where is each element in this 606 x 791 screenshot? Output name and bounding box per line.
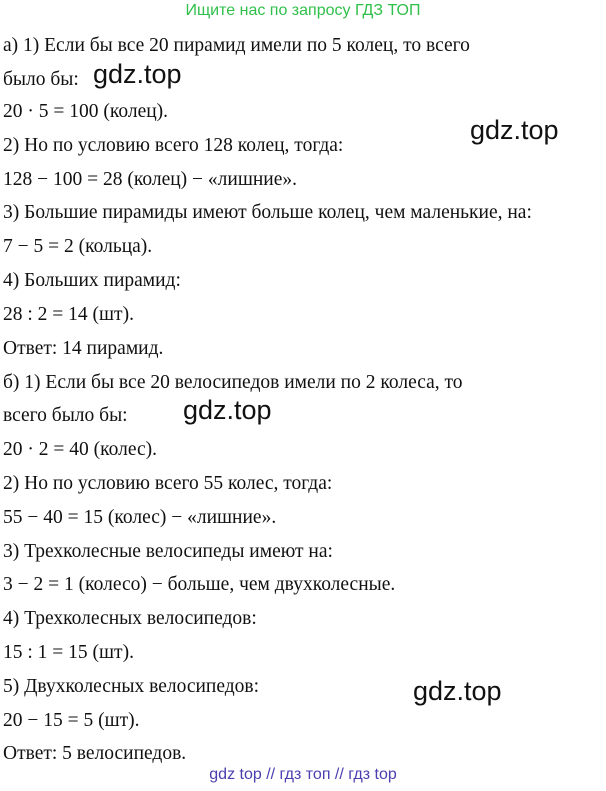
part-b-line-2: всего было бы: [3,405,128,426]
part-a-line-9: 28 : 2 = 14 (шт). [3,304,134,325]
part-b-line-10: 5) Двухколесных велосипедов: [3,676,260,697]
part-b-line-6: 3) Трехколесные велосипеды имеют на: [3,541,333,562]
watermark-gdz-top: gdz.top [470,115,559,145]
part-a-line-3: 20 · 5 = 100 (колец). [3,101,169,122]
part-b-line-8: 4) Трехколесных велосипедов: [3,608,257,629]
watermark-gdz-top: gdz.top [93,59,182,89]
watermark-gdz-top: gdz.top [183,395,272,425]
part-b-answer: Ответ: 5 велосипедов. [3,743,187,764]
part-b-line-5: 55 − 40 = 15 (колес) − «лишние». [3,507,277,528]
watermark-gdz-top: gdz.top [413,676,502,706]
part-b-line-1: б) 1) Если бы все 20 велосипедов имели по 2 колеса, то [3,372,463,393]
part-a-line-6: 3) Большие пирамиды имеют больше колец, чем маленькие, на: [3,202,532,223]
part-a-line-8: 4) Больших пирамид: [3,270,181,291]
part-a-line-5: 128 − 100 = 28 (колец) − «лишние». [3,169,297,190]
part-a-answer: Ответ: 14 пирамид. [3,338,164,359]
search-hint-banner: Ищите нас по запросу ГДЗ ТОП [185,2,421,19]
part-a-line-2: было бы: [3,69,79,90]
footer-links[interactable]: gdz top // гдз топ // гдз top [209,766,397,783]
part-b-line-4: 2) Но по условию всего 55 колес, тогда: [3,473,333,494]
part-a-line-1: а) 1) Если бы все 20 пирамид имели по 5 колец, то всего [3,35,470,56]
part-a-line-7: 7 − 5 = 2 (кольца). [3,236,153,257]
part-b-line-3: 20 · 2 = 40 (колес). [3,439,157,460]
part-b-line-9: 15 : 1 = 15 (шт). [3,642,134,663]
part-a-line-4: 2) Но по условию всего 128 колец, тогда: [3,135,344,156]
part-b-line-11: 20 − 15 = 5 (шт). [3,710,140,731]
part-b-line-7: 3 − 2 = 1 (колесо) − больше, чем двухколесные. [3,574,396,595]
